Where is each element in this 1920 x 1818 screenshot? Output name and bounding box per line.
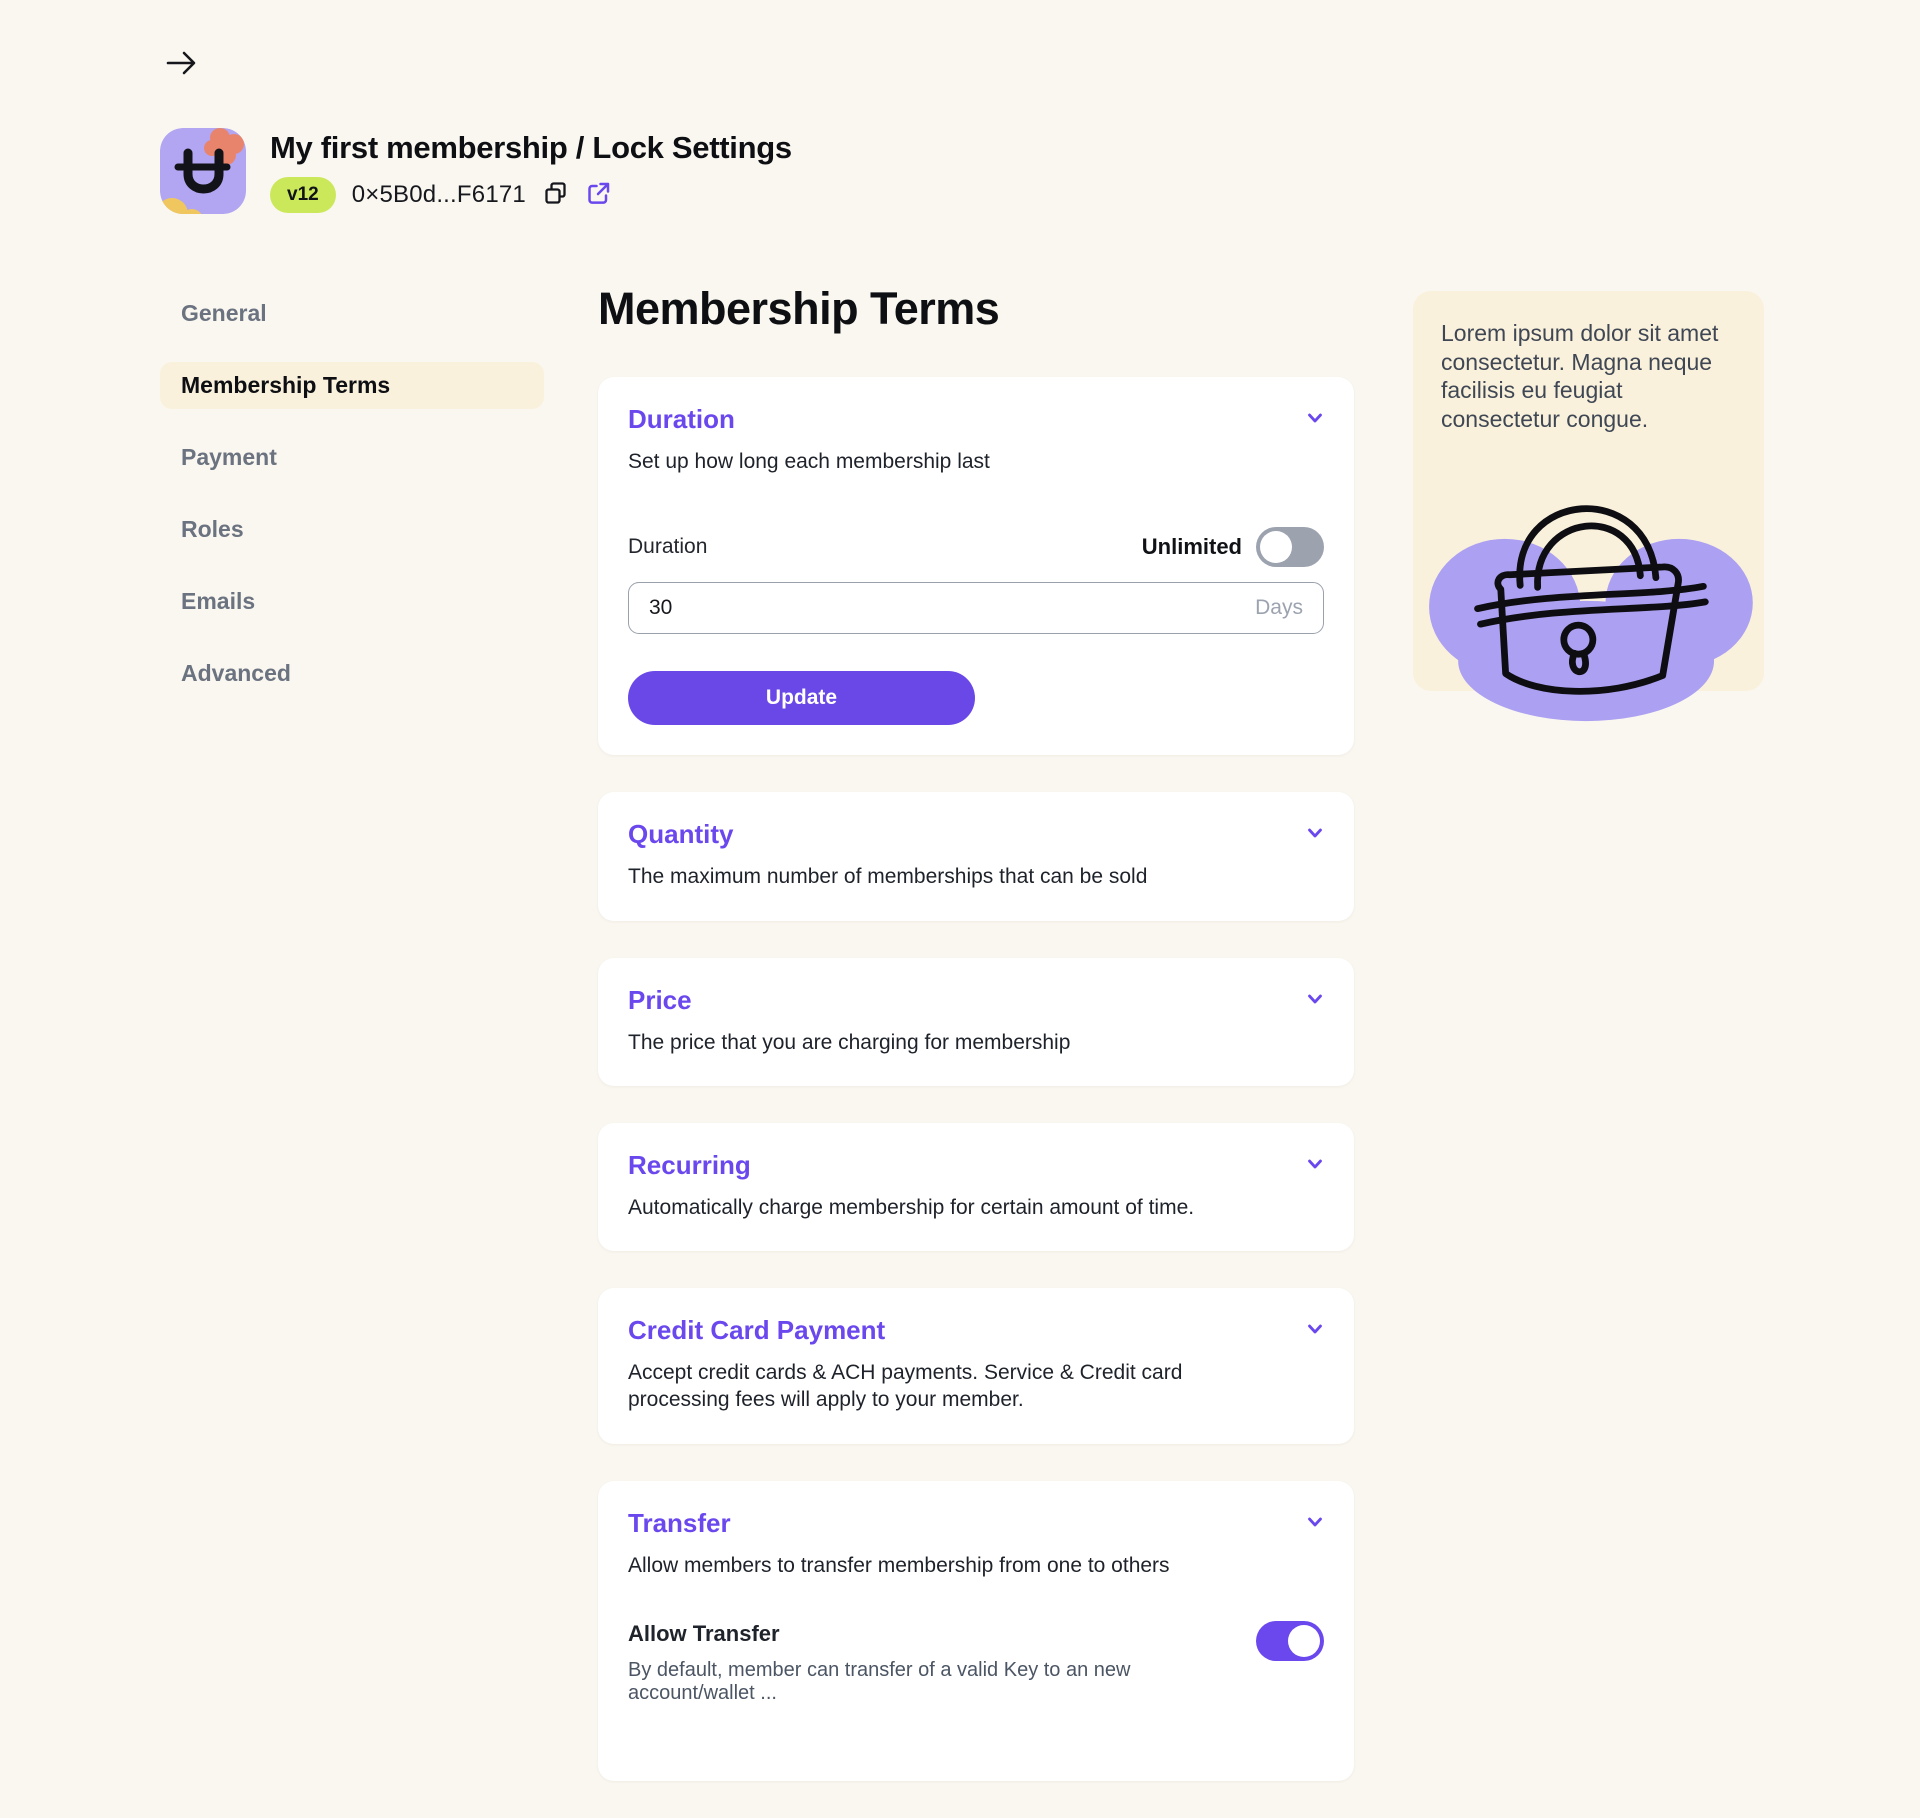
unlimited-toggle[interactable] [1256, 527, 1324, 567]
info-panel-text: Lorem ipsum dolor sit amet consectetur. Magna neque facilisis eu feugiat consectetur congue. [1441, 320, 1719, 432]
quantity-card-description: The maximum number of memberships that can be sold [628, 865, 1148, 889]
page-title: My first membership / Lock Settings [270, 130, 792, 165]
chevron-down-icon[interactable] [1306, 411, 1324, 430]
back-arrow-button[interactable] [162, 46, 202, 82]
chevron-down-icon[interactable] [1306, 826, 1324, 845]
update-button[interactable]: Update [628, 671, 975, 725]
settings-sidebar [160, 290, 544, 697]
external-link-icon [585, 180, 612, 210]
duration-unit-label: Days [1255, 596, 1303, 620]
duration-card-title: Duration [628, 404, 735, 434]
sidebar-item-emails[interactable]: Emails [181, 588, 256, 614]
quantity-card-title: Quantity [628, 819, 734, 850]
info-panel [1413, 291, 1764, 691]
duration-card-description: Set up how long each membership last [628, 450, 990, 473]
allow-transfer-description: By default, member can transfer of a valid Key to an new account/wallet ... [628, 1659, 1131, 1705]
chevron-down-icon[interactable] [1306, 1322, 1324, 1341]
credit-card-payment-title: Credit Card Payment [628, 1315, 886, 1346]
duration-input-wrap [628, 582, 1324, 634]
lock-address: 0×5B0d...F6171 [351, 181, 526, 208]
allow-transfer-toggle[interactable] [1256, 1621, 1324, 1661]
duration-field-label: Duration [628, 535, 708, 559]
lock-logo-icon [160, 128, 246, 214]
price-card-title: Price [628, 984, 692, 1015]
quantity-card [598, 792, 1354, 920]
padlock-illustration [1419, 440, 1759, 697]
price-card [598, 958, 1354, 1086]
credit-card-payment-card [598, 1288, 1354, 1444]
chevron-down-icon[interactable] [1306, 1157, 1324, 1176]
version-badge: v12 [270, 177, 336, 213]
unlimited-label: Unlimited [1141, 534, 1242, 560]
recurring-card [598, 1123, 1354, 1251]
duration-input[interactable] [649, 596, 1255, 620]
copy-icon [542, 180, 569, 210]
sidebar-item-payment[interactable]: Payment [181, 444, 277, 470]
recurring-card-description: Automatically charge membership for certain amount of time. [628, 1195, 1195, 1219]
lock-header [160, 128, 792, 214]
arrow-right-icon [163, 67, 201, 82]
sidebar-item-advanced[interactable]: Advanced [181, 660, 291, 686]
chevron-down-icon[interactable] [1306, 1515, 1324, 1534]
allow-transfer-label: Allow Transfer [628, 1621, 780, 1647]
transfer-card-title: Transfer [628, 1507, 731, 1538]
chevron-down-icon[interactable] [1306, 992, 1324, 1011]
transfer-card [598, 1481, 1354, 1781]
transfer-card-description: Allow members to transfer membership from one to others [628, 1553, 1170, 1577]
sidebar-item-membership-terms[interactable]: Membership Terms [160, 362, 544, 409]
price-card-description: The price that you are charging for membership [628, 1030, 1071, 1054]
toggle-knob [1288, 1625, 1320, 1657]
section-title: Membership Terms [598, 283, 1000, 334]
open-explorer-button[interactable] [585, 180, 612, 210]
credit-card-payment-description: Accept credit cards & ACH payments. Service & Credit card processing fees will apply to your member. [628, 1361, 1183, 1412]
duration-card [598, 377, 1354, 755]
copy-address-button[interactable] [542, 180, 569, 210]
recurring-card-title: Recurring [628, 1149, 751, 1180]
sidebar-item-general[interactable]: General [181, 300, 267, 326]
main-content [598, 283, 1354, 1818]
toggle-knob [1260, 531, 1292, 563]
sidebar-item-roles[interactable]: Roles [181, 516, 244, 542]
